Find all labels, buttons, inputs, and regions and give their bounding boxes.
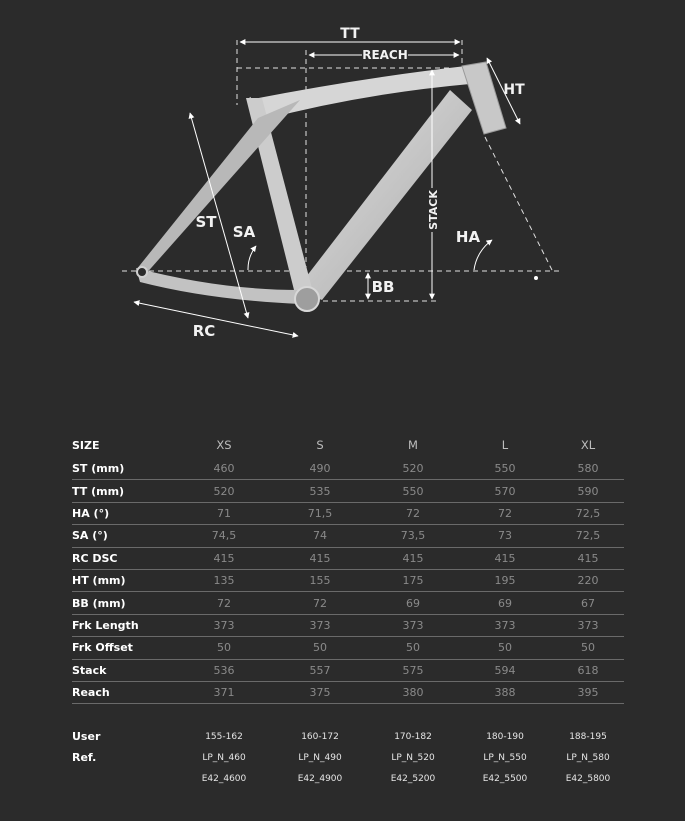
table-row: [72, 659, 624, 681]
label-bb: BB: [371, 278, 395, 296]
table-row: [72, 525, 624, 547]
user-height-cell: 170-182: [394, 731, 432, 742]
geometry-table: [72, 432, 624, 704]
table-cell: 580: [552, 458, 624, 480]
table-cell: 135: [176, 569, 272, 591]
table-row: [72, 458, 624, 480]
table-cell: 69: [368, 592, 458, 614]
row-label: Frk Length: [72, 614, 176, 636]
row-label: TT (mm): [72, 480, 176, 502]
ref-code-cell: LP_N_580: [566, 752, 610, 763]
label-rc: RC: [192, 322, 216, 340]
table-cell: 415: [272, 547, 368, 569]
table-cell: 74,5: [176, 525, 272, 547]
table-cell: 536: [176, 659, 272, 681]
size-header-cell: XL: [580, 438, 596, 452]
table-cell: 71,5: [272, 502, 368, 524]
table-cell: 72: [368, 502, 458, 524]
table-cell: 155: [272, 569, 368, 591]
user-row: [72, 726, 624, 747]
row-label: SA (°): [72, 525, 176, 547]
table-cell: 371: [176, 681, 272, 703]
table-row: [72, 592, 624, 614]
table-cell: 550: [458, 458, 552, 480]
table-cell: 72: [176, 592, 272, 614]
table-cell: 220: [552, 569, 624, 591]
table-row: [72, 637, 624, 659]
table-cell: 460: [176, 458, 272, 480]
table-cell: 50: [368, 637, 458, 659]
table-cell: 373: [458, 614, 552, 636]
table-cell: 72: [272, 592, 368, 614]
ref-label: Ref.: [72, 751, 97, 764]
bottom-bracket: [295, 287, 319, 311]
table-cell: 557: [272, 659, 368, 681]
table-cell: 415: [176, 547, 272, 569]
label-reach: REACH: [362, 48, 408, 62]
table-cell: 415: [368, 547, 458, 569]
user-height-cell: 160-172: [301, 731, 339, 742]
table-cell: 415: [458, 547, 552, 569]
table-cell: 50: [552, 637, 624, 659]
table-cell: 395: [552, 681, 624, 703]
ref-label-empty: [72, 768, 176, 789]
table-cell: 575: [368, 659, 458, 681]
table-cell: 388: [458, 681, 552, 703]
table-cell: 415: [552, 547, 624, 569]
table-cell: 73: [458, 525, 552, 547]
size-header-cell: L: [501, 438, 509, 452]
size-header-label: SIZE: [72, 438, 100, 452]
ref-code-cell: LP_N_490: [298, 752, 342, 763]
table-cell: 618: [552, 659, 624, 681]
table-row: [72, 681, 624, 703]
row-label: BB (mm): [72, 592, 176, 614]
user-label: User: [72, 730, 101, 743]
ref-code-cell: LP_N_460: [202, 752, 246, 763]
table-row: [72, 480, 624, 502]
row-label: RC DSC: [72, 547, 176, 569]
row-label: ST (mm): [72, 458, 176, 480]
ref-row: [72, 747, 624, 768]
ref-code-cell: E42_5500: [482, 773, 528, 784]
table-cell: 67: [552, 592, 624, 614]
row-label: Stack: [72, 659, 176, 681]
label-ht: HT: [503, 82, 525, 98]
head-tube: [462, 62, 506, 134]
user-height-cell: 155-162: [205, 731, 243, 742]
ref-code-cell: LP_N_520: [391, 752, 435, 763]
label-ha: HA: [455, 228, 481, 246]
user-height-cell: 180-190: [486, 731, 524, 742]
table-cell: 195: [458, 569, 552, 591]
fit-table: [72, 726, 624, 789]
table-cell: 175: [368, 569, 458, 591]
size-header-cell: S: [316, 438, 324, 452]
ref-code-cell: E42_4600: [201, 773, 247, 784]
row-label: Frk Offset: [72, 637, 176, 659]
table-cell: 590: [552, 480, 624, 502]
table-cell: 520: [176, 480, 272, 502]
table-row: [72, 569, 624, 591]
size-header-cell: M: [408, 438, 418, 452]
label-sa: SA: [232, 223, 256, 241]
table-cell: 373: [368, 614, 458, 636]
table-cell: 50: [458, 637, 552, 659]
table-cell: 594: [458, 659, 552, 681]
table-row: [72, 547, 624, 569]
bike-frame: [136, 62, 538, 311]
table-cell: 570: [458, 480, 552, 502]
row-label: Reach: [72, 681, 176, 703]
row-label: HA (°): [72, 502, 176, 524]
rear-dropout: [137, 267, 147, 277]
table-cell: 550: [368, 480, 458, 502]
table-cell: 74: [272, 525, 368, 547]
label-tt: TT: [340, 26, 360, 42]
label-stack: STACK: [427, 190, 440, 230]
user-height-cell: 188-195: [569, 731, 607, 742]
table-cell: 373: [552, 614, 624, 636]
row-label: HT (mm): [72, 569, 176, 591]
table-cell: 72,5: [552, 525, 624, 547]
table-cell: 69: [458, 592, 552, 614]
table-cell: 535: [272, 480, 368, 502]
table-cell: 373: [272, 614, 368, 636]
table-cell: 373: [176, 614, 272, 636]
table-cell: 72,5: [552, 502, 624, 524]
chain-stay: [136, 268, 300, 304]
ref-code-cell: E42_4900: [297, 773, 343, 784]
table-cell: 72: [458, 502, 552, 524]
ref-row-2: [72, 768, 624, 789]
table-cell: 380: [368, 681, 458, 703]
label-st: ST: [195, 213, 217, 231]
ref-code-cell: LP_N_550: [483, 752, 527, 763]
down-tube: [296, 90, 472, 300]
table-cell: 50: [176, 637, 272, 659]
size-header-row: [72, 432, 624, 458]
table-cell: 50: [272, 637, 368, 659]
table-cell: 520: [368, 458, 458, 480]
ref-code-cell: E42_5200: [390, 773, 436, 784]
table-row: [72, 502, 624, 524]
frame-geometry-diagram: [0, 0, 685, 380]
table-row: [72, 614, 624, 636]
table-cell: 71: [176, 502, 272, 524]
table-cell: 73,5: [368, 525, 458, 547]
table-cell: 375: [272, 681, 368, 703]
size-header-cell: XS: [216, 438, 232, 452]
table-cell: 490: [272, 458, 368, 480]
fork-axis: [534, 276, 538, 280]
ref-code-cell: E42_5800: [565, 773, 611, 784]
